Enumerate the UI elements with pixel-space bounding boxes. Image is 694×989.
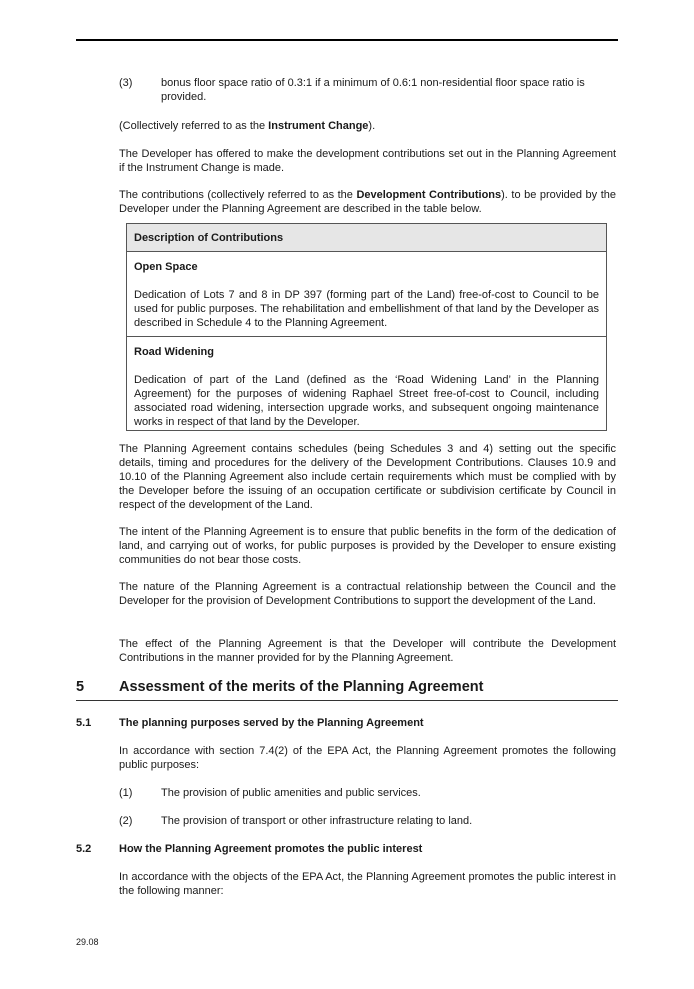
- header-rule: [76, 39, 618, 41]
- row-heading: Open Space: [134, 261, 198, 273]
- list-item-text: The provision of transport or other infrastructure relating to land.: [161, 815, 473, 827]
- text-run: ). to be provided by the Developer under the Planning Agreement are described in the table below.: [119, 189, 616, 215]
- row-heading: Road Widening: [134, 346, 214, 358]
- row-text: Dedication of Lots 7 and 8 in DP 397 (forming part of the Land) free-of-cost to Council to be used for public purposes. The rehabilitation and embellishment of that land by the Developer as described in Schedule 4 to the Planning Agreement.: [134, 289, 599, 329]
- list-item-number: (2): [119, 815, 133, 827]
- intent-paragraph: The intent of the Planning Agreement is to ensure that public benefits in the form of the dedication of land, and carrying out of works, for public purposes is provided by the Developer to ensure existing communities do not bear those costs.: [119, 526, 616, 566]
- list-item-number: (1): [119, 787, 133, 799]
- defined-term: Instrument Change: [268, 120, 369, 132]
- collectively-paragraph: [119, 119, 616, 133]
- table-row-road-widening: [127, 337, 606, 430]
- list-item-1: [119, 786, 616, 800]
- list-item-3: [119, 76, 616, 104]
- page-footer-ref: 29.08: [76, 937, 99, 947]
- subsection-title: How the Planning Agreement promotes the public interest: [119, 843, 423, 855]
- section-5-1-intro: In accordance with section 7.4(2) of the EPA Act, the Planning Agreement promotes the following public purposes:: [119, 745, 616, 771]
- text-run: The contributions (collectively referred to as the: [119, 189, 357, 201]
- effect-paragraph: The effect of the Planning Agreement is that the Developer will contribute the Development Contributions in the manner provided for by the Planning Agreement.: [119, 638, 616, 664]
- text-run: ).: [368, 120, 376, 132]
- contributions-paragraph: [119, 188, 616, 216]
- subsection-number: 5.2: [76, 843, 92, 855]
- schedules-paragraph: The Planning Agreement contains schedules (being Schedules 3 and 4) setting out the specific details, timing and procedures for the delivery of the Development Contributions. Clauses 10.9 and 10.10 of the Planning Agreement also include certain requirements which must be complied with by the Developer before the issuing of an occupation certificate or subdivision certificate by Council in respect of the development of the Land.: [119, 443, 616, 511]
- list-item-number: (3): [119, 77, 133, 89]
- defined-term: Development Contributions: [356, 189, 502, 201]
- contributions-table: [126, 223, 607, 431]
- list-item-text: The provision of public amenities and public services.: [161, 787, 421, 799]
- table-header: Description of Contributions: [127, 224, 606, 252]
- nature-paragraph: The nature of the Planning Agreement is a contractual relationship between the Council and the Developer for the provision of Development Contributions to support the development of the Land.: [119, 581, 616, 607]
- section-5-2-intro: In accordance with the objects of the EPA Act, the Planning Agreement promotes the public interest in the following manner:: [119, 871, 616, 897]
- text-run: (Collectively referred to as the: [119, 120, 269, 132]
- list-item-text: bonus floor space ratio of 0.3:1 if a minimum of 0.6:1 non-residential floor space ratio is provided.: [161, 77, 585, 103]
- table-row-open-space: [127, 252, 606, 337]
- section-5-heading: [76, 679, 618, 701]
- offered-paragraph: The Developer has offered to make the development contributions set out in the Planning Agreement if the Instrument Change is made.: [119, 148, 616, 174]
- row-text: Dedication of part of the Land (defined as the ‘Road Widening Land’ in the Planning Agreement) for the purposes of widening Raphael Street free-of-cost to Council, including associated road widening, intersection upgrade works, and subsequent ongoing maintenance works in respect of that land by the Developer.: [134, 374, 599, 428]
- subsection-number: 5.1: [76, 717, 92, 729]
- section-title: Assessment of the merits of the Planning Agreement: [119, 679, 484, 695]
- subsection-title: The planning purposes served by the Planning Agreement: [119, 717, 424, 729]
- list-item-2: [119, 814, 616, 828]
- section-number: 5: [76, 679, 85, 695]
